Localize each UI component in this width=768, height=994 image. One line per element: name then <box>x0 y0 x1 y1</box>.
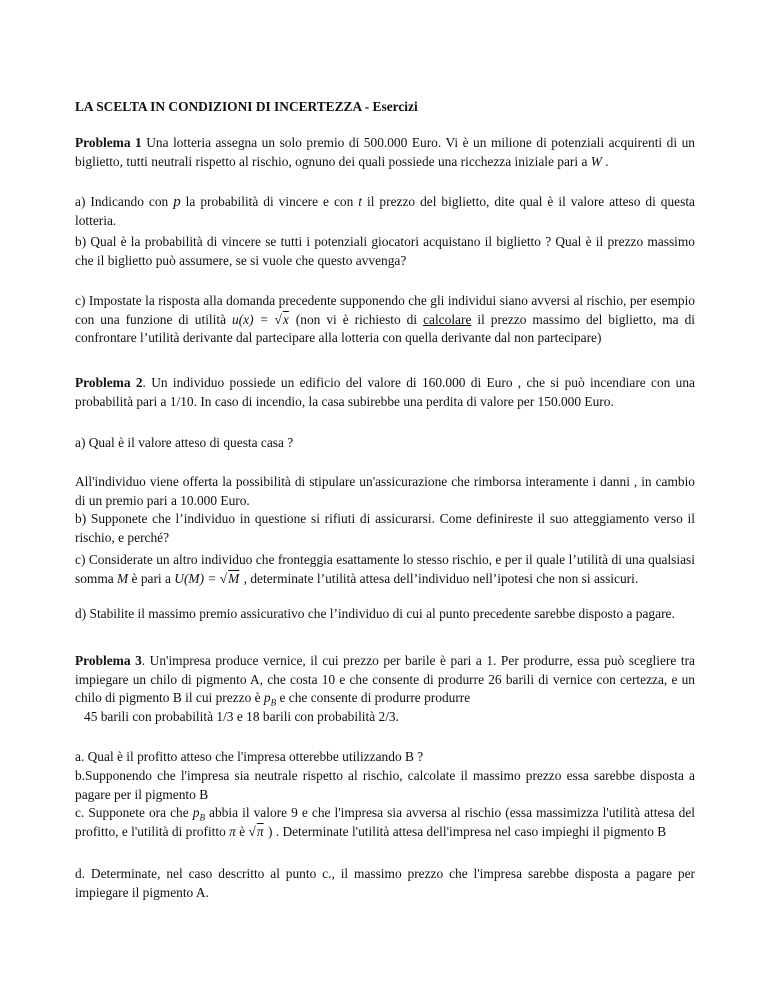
problem-3-intro: Problema 3. Un'impresa produce vernice, il cui prezzo per barile è pari a 1. Per produrre, essa può scegliere tra impiegare un chilo di pigmento A, che costa 10 e che consente di produrre 26 barili di vernice con certezza, e un chilo di pigmento B il cui prezzo è $p_B$ e che consente di produrre produrre <box>75 653 695 708</box>
problem-3-question-c: c. Supponete ora che $p_B$ abbia il valore 9 e che l'impresa sia avversa al rischio (essa massimizza l'utilità attesa del profitto, e l'utilità di profitto π è √π ) . Determinate l'utilità attesa dell'impresa nel caso impieghi il pigmento B <box>75 805 695 839</box>
problem-1-intro: Problema 1 Una lotteria assegna un solo premio di 500.000 Euro. Vi è un milione di potenziali acquirenti di un biglietto, tutti neutrali rispetto al rischio, ognuno dei quali possiede una ricchezza iniziale pari a W . <box>75 135 695 169</box>
problem-1-question-b: b) Qual è la probabilità di vincere se tutti i potenziali giocatori acquistano il biglietto ? Qual è il prezzo massimo che il biglietto può assumere, se si vuole che questo avvenga? <box>75 234 695 268</box>
document-title: LA SCELTA IN CONDIZIONI DI INCERTEZZA - Esercizi <box>75 99 418 114</box>
problem-2-intro: Problema 2. Un individuo possiede un edificio del valore di 160.000 di Euro , che si può incendiare con una probabilità pari a 1/10. In caso di incendio, la casa subirebbe una perdita di valore per 150.000 Euro. <box>75 375 695 409</box>
problem-3-label: Problema 3 <box>75 653 142 668</box>
problem-2-offer: All'individuo viene offerta la possibilità di stipulare un'assicurazione che rimborsa interamente i danni , in cambio di un premio pari a 10.000 Euro. <box>75 474 695 508</box>
problem-3-question-b: b.Supponendo che l'impresa sia neutrale rispetto al rischio, calcolate il massimo prezzo essa sarebbe disposta a pagare per il pigmento B <box>75 768 695 802</box>
problem-1-question-a: a) Indicando con p la probabilità di vincere e con t il prezzo del biglietto, dite qual è il valore atteso di questa lotteria. <box>75 194 696 228</box>
problem-3-question-a: a. Qual è il profitto atteso che l'impresa otterebbe utilizzando B ? <box>75 749 424 764</box>
problem-2-question-a: a) Qual è il valore atteso di questa casa ? <box>75 435 294 450</box>
problem-2-question-d: d) Stabilite il massimo premio assicurativo che l’individuo di cui al punto precedente sarebbe disposto a pagare. <box>75 606 675 621</box>
problem-1-question-c: c) Impostate la risposta alla domanda precedente supponendo che gli individui siano avversi al rischio, per esempio con una funzione di utilità u(x) = √x (non vi è richiesto di calcolare il prezzo massimo del biglietto, ma di confrontare l’utilità derivante dal partecipare alla lotteria con quella derivante dal non partecipare) <box>75 293 695 345</box>
problem-2-question-b: b) Supponete che l’individuo in questione si rifiuti di assicurarsi. Come definireste il suo atteggiamento verso il rischio, e perché? <box>75 511 695 545</box>
utility-formula-2: U(M) = √M <box>174 570 240 586</box>
profit-utility-formula: √π <box>248 823 264 839</box>
problem-3-question-d: d. Determinate, nel caso descritto al punto c., il massimo prezzo che l'impresa sarebbe disposta a pagare per impiegare il pigmento A. <box>75 866 695 900</box>
problem-1-label: Problema 1 <box>75 135 142 150</box>
problem-3-intro-probabilities: 45 barili con probabilità 1/3 e 18 barili con probabilità 2/3. <box>84 709 399 724</box>
problem-2-question-c: c) Considerate un altro individuo che fronteggia esattamente lo stesso rischio, e per il quale l’utilità di una qualsiasi somma M è pari a U(M) = √M , determinate l’utilità attesa dell’individuo nell’ipotesi che non si assicuri. <box>75 552 695 586</box>
utility-formula: u(x) = √x <box>232 311 289 327</box>
problem-2-label: Problema 2 <box>75 375 143 390</box>
